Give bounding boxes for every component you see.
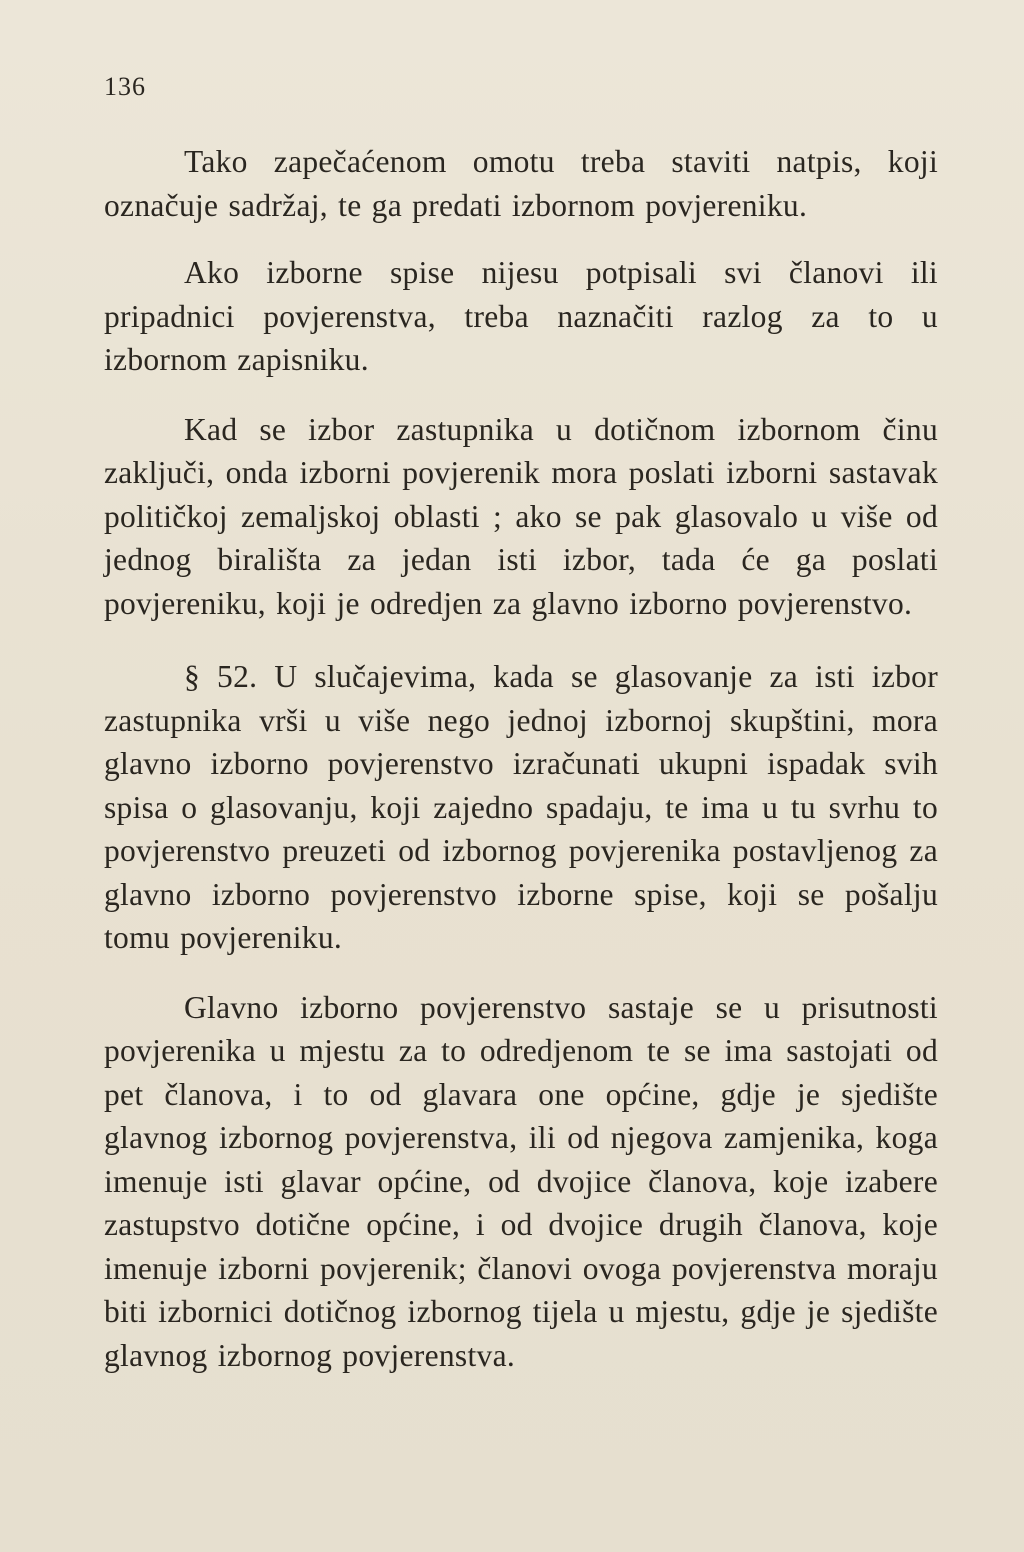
body-text bbox=[104, 140, 938, 1377]
page-number: 136 bbox=[104, 72, 146, 101]
paragraph-main-committee: Glavno izborno povjerenstvo sastaje se u prisutnosti povjerenika u mjestu za to odredjenom te se ima sastojati od pet članova, i to od glavara one općine, gdje je sjedište glavnog izbornog povjerenstva, ili od njegova zamjenika, koga imenuje isti glavar općine, od dvojice članova, koje izabere zastupstvo dotične općine, i od dvojice drugih članova, koje imenuje izborni povjerenik; članovi ovoga povjerenstva moraju biti izbornici dotičnog izbornog tijela u mjestu, gdje je sjedište glavnog izbornog povjerenstva. bbox=[104, 989, 938, 1373]
paragraph-unsigned-documents: Ako izborne spise nijesu potpisali svi članovi ili pripadnici povjerenstva, treba naznačiti razlog za to u izbornom zapisniku. bbox=[104, 255, 938, 377]
paragraph-section-52: § 52. U slučajevima, kada se glasovanje za isti izbor zastupnika vrši u više nego jednoj izbornoj skupštini, mora glavno izborno povjerenstvo izračunati ukupni ispadak svih spisa o glasovanju, koji zajedno spadaju, te ima u tu svrhu to povjerenstvo preuzeti od izbornog povjerenika postavljenog za glavno izborno povjerenstvo izborne spise, koji se pošalju tomu povjereniku. bbox=[104, 659, 938, 955]
paragraph-sealed-envelope: Tako zapečaćenom omotu treba staviti natpis, koji označuje sadržaj, te ga predati izbornom povjereniku. bbox=[104, 144, 938, 223]
paragraph-closing-election: Kad se izbor zastupnika u dotičnom izbornom činu zaključi, onda izborni povjerenik mora poslati izborni sastavak političkoj zemaljskoj oblasti ; ako se pak glasovalo u više od jednog birališta za jedan isti izbor, tada će ga poslati povjereniku, koji je odredjen za glavno izborno povjerenstvo. bbox=[104, 411, 938, 621]
